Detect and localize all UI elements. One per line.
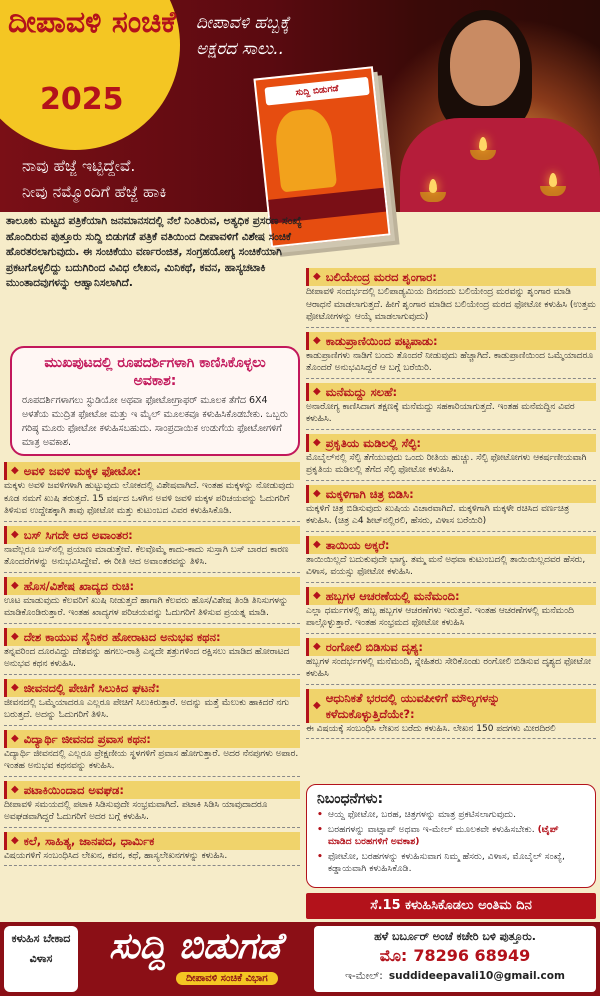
phone-number[interactable]: 78296 68949 [413, 946, 531, 965]
topic-title: ವಿದ್ಯಾರ್ಥಿ ಜೀವನದ ಪ್ರವಾಸ ಕಥನ: [23, 731, 151, 746]
rules-title: ನಿಬಂಧನೆಗಳು: [317, 791, 384, 807]
topic-title: ಬಲಿಯೇಂದ್ರ ಮರದ ಶೃಂಗಾರ: [325, 270, 437, 284]
topic-body: ಅನಾರೋಗ್ಯ ಕಾಣಿಸಿದಾಗ ತಕ್ಷಣಕ್ಕೆ ಮನೆಮದ್ದು ಸಹಕಾರಿಯಾಗುತ್ತದೆ. ಇಂತಹ ಮನೆಮದ್ದಿನ ವಿವರ ಕಳುಹಿಸಿ. [306, 401, 575, 424]
bullet-icon: ◆ [11, 783, 19, 795]
bullet-icon: ◆ [11, 465, 19, 476]
topic-body: ವಿಷಯಗಳಿಗೆ ಸಂಬಂಧಿಸಿದ ಲೇಖನ, ಕವನ, ಕಥೆ, ಹಾಸ್ಯಲೇಖನಗಳನ್ನು ಕಳುಹಿಸಿ. [4, 850, 228, 861]
topic-item [306, 434, 596, 481]
cover-model-box [10, 346, 300, 456]
topic-item [4, 526, 300, 573]
topic-title: ಕಾಡುಪ್ರಾಣಿಯಿಂದ ಪಟ್ಟಪಾಡು: [325, 333, 438, 348]
topic-title: ಬಸ್ ಸಿಗದೇ ಆದ ಅವಾಂತರ: [23, 527, 133, 542]
bullet-icon: ◆ [11, 579, 19, 591]
topic-body: ಎಲ್ಲಾ ಧರ್ಮಗಳಲ್ಲಿ ಹಬ್ಬ ಹಬ್ಬಗಳ ಆಚರಣೆಗಳು ಇರುತ್ತವೆ. ಇಂತಹ ಆಚರಣೆಗಳಲ್ಲಿ ಮನೆಮಂದಿ ಪಾಲ್ಗೊಳ್ಳುತ್ತಾರೆ. ಇಂತಹ ಸಂಭ್ರಮದ ಫೋಟೋ ಕಳುಹಿಸಿ [306, 605, 574, 628]
rule-item: • ಬರಹಗಳನ್ನು ವಾಟ್ಸಾಪ್ ಅಥವಾ ಇ-ಮೇಲ್ ಮೂಲಕವೇ ಕಳುಹಿಸಬೇಕು. (ಟೈಪ್ ಮಾಡಿದ ಬರಹಗಳಿಗೆ ಅವಕಾಶ) [317, 824, 585, 849]
topic-title: ದೇಶ ಕಾಯುವ ಸೈನಿಕರ ಹೋರಾಟದ ಅನುಭವ ಕಥನ: [23, 629, 221, 644]
topic-title: ಹೊಸ/ವಿಶೇಷ ಖಾದ್ಯದ ರುಚಿ: [23, 578, 135, 593]
topic-title: ತಾಯಿಯ ಅಕ್ಕರೆ: [325, 537, 390, 552]
bullet-icon: ◆ [11, 732, 19, 744]
footer [0, 922, 600, 996]
phone-line [322, 945, 588, 967]
bullet-icon: ◆ [313, 699, 321, 711]
bullet-icon: ◆ [11, 834, 19, 846]
topic-item [4, 628, 300, 675]
page-title: ದೀಪಾವಳಿ ಸಂಚಿಕೆ [8, 5, 176, 40]
topic-item [4, 730, 300, 777]
flame-icon [479, 137, 487, 151]
right-topics [306, 268, 596, 743]
topic-title: ಪಟಾಕಿಯಿಂದಾದ ಅವಘಡ: [23, 782, 124, 797]
topic-item [4, 832, 300, 867]
topic-body: ಊಟ ಮಾಡುವುದು ಕೆಲವರಿಗೆ ಖುಷಿ ನೀಡುತ್ತದೆ ಹಾಗಾಗಿ ಕೆಲವರು ಹೊಸ/ವಿಶೇಷ ತಿಂಡಿ ತಿನಿಸುಗಳನ್ನು ಮಾಡಿಕೊಂಡಿರುತ್ತಾರೆ. ಇಂತಹ ಖಾದ್ಯಗಳ ಪರಿಚಯವನ್ನು ಓದುಗರಿಗೆ ತಿಳಿಸುವ ಪ್ರಯತ್ನ ಮಾಡಿ. [4, 595, 289, 618]
topic-title: ಕಲೆ, ಸಾಹಿತ್ಯ, ಜಾನಪದ, ಧಾರ್ಮಿಕ [23, 833, 155, 848]
topic-item [306, 268, 596, 328]
bullet-icon: ◆ [11, 528, 19, 540]
woman-face [450, 20, 520, 106]
rules-box [306, 784, 596, 888]
topic-title: ಮಕ್ಕಳಿಗಾಗಿ ಚಿತ್ರ ಬಿಡಿಸಿ: [325, 486, 414, 501]
deadline-banner: ಸೆ.15 ಕಳುಹಿಸಿಕೊಡಲು ಅಂತಿಮ ದಿನ [306, 893, 596, 919]
bullet-icon: ◆ [313, 487, 321, 499]
topic-item [306, 332, 596, 379]
topic-title: ಮನೆಮದ್ದು ಸಲಹೆ: [325, 384, 398, 399]
rule-highlight: (ಟೈಪ್ ಮಾಡಿದ ಬರಹಗಳಿಗೆ ಅವಕಾಶ) [328, 823, 559, 847]
bullet-icon: ◆ [313, 385, 321, 397]
flame-icon [549, 173, 557, 187]
tagline: ದೀಪಾವಳಿ ಹಬ್ಬಕ್ಕೆ ಅಕ್ಷರದ ಸಾಲು.. [196, 13, 290, 59]
topic-item [306, 485, 596, 532]
topic-item [306, 536, 596, 583]
book-logo: ಸುದ್ದಿ ಬಿಡುಗಡೆ [264, 77, 369, 106]
book-cover-figure [273, 107, 337, 192]
send-address-label: ಕಳುಹಿಸ ಬೇಕಾದ ವಿಳಾಸ [4, 926, 78, 992]
topic-body: ಹಬ್ಬಗಳ ಸಂದರ್ಭಗಳಲ್ಲಿ ಮನೆಮಂದಿ, ಸ್ನೇಹಿತರು ಸೇರಿಕೊಂಡು ರಂಗೋಲಿ ಬಿಡಿಸುವ ದೃಶ್ಯದ ಫೋಟೋ ಕಳುಹಿಸಿ [306, 656, 592, 679]
topic-body: ಈ ವಿಷಯಕ್ಕೆ ಸಂಬಂಧಿಸಿ ಲೇಖನ ಬರೆದು ಕಳುಹಿಸಿ. ಲೇಖನ 150 ಪದಗಳು ಮೀರದಿರಲಿ [306, 723, 556, 734]
topic-item [306, 689, 596, 740]
topic-title: ಹಬ್ಬಗಳ ಆಚರಣೆಯಲ್ಲಿ ಮನೆಮಂದಿ: [325, 588, 460, 603]
rule-item: • ಫೋಟೋ, ಬರಹಗಳನ್ನು ಕಳುಹಿಸುವಾಗ ನಿಮ್ಮ ಹೆಸರು, ವಿಳಾಸ, ಮೊಬೈಲ್ ಸಂಖ್ಯೆ, ಕಡ್ಡಾಯವಾಗಿ ಕಳುಹಿಸಿಕೊಡಿ. [317, 851, 585, 876]
brand-logo: ಸುದ್ದಿ ಬಿಡುಗಡೆ [108, 926, 282, 967]
topic-body: ಮಕ್ಕಳಿಗೆ ಚಿತ್ರ ಬಿಡಿಸುವುದು ಖುಷಿಯ ವಿಚಾರವಾಗಿದೆ. ಮಕ್ಕಳಿಗಾಗಿ ಮಕ್ಕಳೇ ರಚಿಸಿದ ವರ್ಣಚಿತ್ರ ಕಳುಹಿಸಿ. (ಚಿತ್ರ ಎ4 ಶೀಟ್‌ನಲ್ಲಿರಲಿ, ಹೆಸರು, ವಿಳಾಸ ಬರೆಯಿರಿ) [306, 503, 570, 526]
topic-item [4, 679, 300, 726]
topic-body: ತಾಯಿಯಿಲ್ಲದೆ ಬದುಕುವುದೇ ಭಾಗ್ಯ. ತಮ್ಮ ಮನೆ ಅಥವಾ ಕುಟುಂಬದಲ್ಲಿ ತಾಯಿಯಿಲ್ಲದವರ ಹೆಸರು, ವಿಳಾಸ, ವಯಸ್ಸು ಫೋಟೋ ಕಳುಹಿಸಿ. [306, 554, 586, 577]
topic-item [4, 781, 300, 828]
title-year: 2025 [40, 82, 124, 117]
topic-item [306, 587, 596, 634]
bullet-icon: ◆ [11, 681, 19, 693]
topic-title: ಪ್ರಕೃತಿಯ ಮಡಿಲಲ್ಲಿ ಸೆಲ್ಫಿ: [325, 435, 421, 450]
topic-body: ದೀಪಾವಳಿ ಸಮಯದಲ್ಲಿ ಪಟಾಕಿ ಸಿಡಿಸುವುದೇ ಸಂಭ್ರಮವಾಗಿದೆ. ಪಟಾಕಿ ಸಿಡಿಸಿ ಯಾವುದಾದರೂ ಅವಘಡವಾಗಿದ್ದರೆ ಓದುಗರಿಗೆ ಅದರ ಬಗ್ಗೆ ಕಳುಹಿಸಿ. [4, 799, 268, 822]
topic-body: ಮೊಬೈಲ್‌ನಲ್ಲಿ ಸೆಲ್ಫಿ ತೆಗೆಯುವುದು ಒಂದು ರೀತಿಯ ಹುಚ್ಚು. ಸೆಲ್ಫಿ ಫೋಟೋಗಳು ಆಕರ್ಷಣೀಯವಾಗಿ ಪ್ರಕೃತಿಯ ಮಡಿಲಲ್ಲಿ ತೆಗೆದ ಸೆಲ್ಫಿ ಫೋಟೋ ಕಳುಹಿಸಿ. [306, 452, 587, 475]
topic-body: ದೀಪಾವಳಿ ಸಂದರ್ಭದಲ್ಲಿ ಬಲಿಪಾಡ್ಯಮಿಯ ದಿನದಂದು ಬಲಿಯೇಂದ್ರ ಮರವನ್ನು ಶೃಂಗಾರ ಮಾಡಿ ಆರಾಧನೆ ಮಾಡಲಾಗುತ್ತದೆ. ಹೀಗೆ ಶೃಂಗಾರ ಮಾಡಿದ ಬಲಿಯೇಂದ್ರ ಮರದ ಫೋಟೋ ಕಳುಹಿಸಿ (ಉತ್ತಮ ಫೋಟೋಗಳನ್ನು ಆಯ್ಕೆ ಮಾಡಲಾಗುವುದು) [306, 287, 596, 322]
rule-item: • ಆಯ್ದ ಫೋಟೋ, ಬರಹ, ಚಿತ್ರಗಳನ್ನು ಮಾತ್ರ ಪ್ರಕಟಿಸಲಾಗುವುದು. [317, 809, 585, 822]
bullet-icon: ◆ [313, 589, 321, 601]
topic-body: ಜೀವನದಲ್ಲಿ ಒಮ್ಮೆಯಾದರೂ ಎಲ್ಲರೂ ಪೇಚಿಗೆ ಸಿಲುಕಿರುತ್ತಾರೆ. ಅದನ್ನು ಮತ್ತೆ ಮೆಲುಕು ಹಾಕಿದರೆ ನಗು ಬರುತ್ತದೆ. ಅದನ್ನು ಓದುಗರಿಗೆ ತಿಳಿಸಿ. [4, 697, 290, 720]
bullet-icon: ◆ [11, 630, 19, 642]
topic-body: ತನ್ನವರಿಂದ ದೂರವಿದ್ದು ದೇಶವನ್ನು ಹಗಲು-ರಾತ್ರಿ ಎನ್ನದೇ ಶತ್ರುಗಳಿಂದ ರಕ್ಷಿಸಲು ಮಾಡಿದ ಹೋರಾಟದ ಅನುಭವ ಕಥನ ಕಳುಹಿಸಿ. [4, 646, 290, 669]
topic-title: ಅವಳಿ ಜವಳಿ ಮಕ್ಕಳ ಫೋಟೋ: [23, 464, 142, 478]
brand-subtitle: ದೀಪಾವಳಿ ಸಂಚಿಕೆ ವಿಭಾಗ [176, 972, 278, 985]
topic-body: ಕಾಡುಪ್ರಾಣಿಗಳು ನಾಡಿಗೆ ಬಂದು ತೊಂದರೆ ನೀಡುವುದು ಹೆಚ್ಚಾಗಿದೆ. ಕಾಡುಪ್ರಾಣಿಯಿಂದ ಒಮ್ಮೆಯಾದರೂ ತೊಂದರೆ ಅನುಭವಿಸಿದ್ದರೆ ಆ ಬಗ್ಗೆ ಬರೆಯಿರಿ. [306, 350, 594, 373]
cover-model-title: ಮುಖಪುಟದಲ್ಲಿ ರೂಪದರ್ಶಿಗಳಾಗಿ ಕಾಣಿಸಿಕೊಳ್ಳಲು ಅವಕಾಶ: [44, 355, 266, 389]
slogan-line-1: ನಾವು ಹೆಜ್ಜೆ ಇಟ್ಟಿದ್ದೇವೆ. [22, 157, 136, 175]
email-line [322, 967, 588, 985]
topic-title: ಜೀವನದಲ್ಲಿ ಪೇಚಿಗೆ ಸಿಲುಕಿದ ಘಟನೆ: [23, 680, 160, 695]
phone-label: ಮೊ: [379, 946, 408, 965]
bullet-icon: ◆ [313, 538, 321, 550]
email-address[interactable]: suddideepavali10@gmail.com [388, 970, 565, 982]
contact-box [314, 926, 596, 992]
topic-title: ಆಧುನಿಕತೆ ಭರದಲ್ಲಿ ಯುವಪೀಳಿಗೆ ಮೌಲ್ಯಗಳನ್ನು ಕಳೆದುಕೊಳ್ಳುತ್ತಿದೆಯೇ?: [325, 690, 500, 721]
topic-title: ರಂಗೋಲಿ ಬಿಡಿಸುವ ದೃಶ್ಯ: [325, 639, 423, 654]
topic-body: ವಿದ್ಯಾರ್ಥಿ ಜೀವನದಲ್ಲಿ ಎಲ್ಲರೂ ಪ್ರೇಕ್ಷಣೀಯ ಸ್ಥಳಗಳಿಗೆ ಪ್ರವಾಸ ಹೋಗುತ್ತಾರೆ. ಅದರ ನೆನಪುಗಳು ಅಪಾರ. ಇಂತಹ ಅನುಭವ ಕಥನವನ್ನು ಕಳುಹಿಸಿ. [4, 748, 299, 771]
bullet-icon: ◆ [313, 334, 321, 346]
topic-body: ಮಕ್ಕಳು ಅವಳಿ ಜವಳಿಗಳಾಗಿ ಹುಟ್ಟುವುದು ಲೋಕದಲ್ಲಿ ವಿಶೇಷವಾಗಿದೆ. ಇಂತಹ ಮಕ್ಕಳನ್ನು ನೋಡುವುದು ಕೂಡ ನಮಗೆ ಖುಷಿ ತರುತ್ತದೆ. 15 ವರ್ಷದ ಒಳಗಿನ ಅವಳಿ ಜವಳಿ ಮಕ್ಕಳ ಪರಿಚಯವನ್ನು ಓದುಗರಿಗೆ ತಿಳಿಸುವ ಉದ್ದೇಶಕ್ಕಾಗಿ ತಾವು ಫೋಟೋ ಮತ್ತು ಕುಟುಂಬದ ವಿವರ ಕಳುಹಿಸಿಕೊಡಿ. [4, 481, 295, 516]
cover-model-body: ರೂಪದರ್ಶಿಗಳಾಗಲು ಸ್ಟುಡಿಯೋ ಅಥವಾ ಫೋಟೋಗ್ರಾಫರ್ ಮೂಲಕ ತೆಗೆದ 6X4 ಅಳತೆಯ ಮುದ್ರಿತ ಫೋಟೋ ಮತ್ತು ಇ ಮೈಲ್ ಮೂಲಕವೂ ಕಳುಹಿಸಿಕೊಡಬೇಕು. ಒಬ್ಬರು ಗರಿಷ್ಠ ಮೂರು ಫೋಟೋ ಕಳುಹಿಸಬಹುದು. ಸಾಂಪ್ರದಾಯಿಕ ಉಡುಗೆಯ ಫೋಟೋಗಳಿಗೆ ಮಾತ್ರ ಅವಕಾಶ. [22, 395, 288, 448]
email-label: ಇ-ಮೇಲ್: [345, 970, 383, 982]
rules-list [317, 809, 585, 876]
bullet-icon: ◆ [313, 640, 321, 652]
topic-item [306, 383, 596, 430]
topic-item [306, 638, 596, 685]
topic-item [4, 462, 300, 522]
postal-address: ಹಳೆ ಬರ್ಬೂರ್ ಅಂಚೆ ಕಚೇರಿ ಬಳಿ ಪುತ್ತೂರು. [374, 930, 536, 943]
bullet-icon: ◆ [313, 271, 321, 282]
flame-icon [429, 179, 437, 193]
topic-item [4, 577, 300, 624]
left-topics [4, 462, 300, 870]
intro-text: ತಾಲೂಕು ಮಟ್ಟದ ಪತ್ರಿಕೆಯಾಗಿ ಜನಮಾನಸದಲ್ಲಿ ನೆಲೆ ನಿಂತಿರುವ, ಅತ್ಯಧಿಕ ಪ್ರಸರಣ ಸಂಖ್ಯೆ ಹೊಂದಿರುವ ಪುತ್ತೂರು ಸುದ್ದಿ ಬಿಡುಗಡೆ ಪತ್ರಿಕೆ ವತಿಯಿಂದ ದೀಪಾವಳಿಗೆ ವಿಶೇಷ ಸಂಚಿಕೆ ಹೊರತರಲಾಗುವುದು. ಈ ಸಂಚಿಕೆಯು ವರ್ಣರಂಜಿತ, ಸಂಗ್ರಹಯೋಗ್ಯ ಸಂಚಿಕೆಯಾಗಿ ಪ್ರಕಟಗೊಳ್ಳಲಿದ್ದು ಬದುಗಿರಿಂದ ವಿವಿಧ ಲೇಖನ, ಮಿನಿಕಥೆ, ಕವನ, ಹಾಸ್ಯಚಟಾಕಿ ಮುಂತಾದವುಗಳನ್ನು ಆಹ್ವಾನಿಸಲಾಗಿದೆ. [6, 215, 302, 289]
topic-body: ನಾವೆಲ್ಲರೂ ಬಸ್‌ನಲ್ಲಿ ಪ್ರಯಾಣ ಮಾಡುತ್ತೇವೆ. ಕೆಲವೊಮ್ಮೆ ಕಾದು-ಕಾದು ಸುಸ್ತಾಗಿ ಬಸ್ ಬಾರದ ಕಾರಣ ತೊಂದರೆಗಳನ್ನು ಅನುಭವಿಸಿದ್ದೇವೆ. ಈ ರೀತಿ ಆದ ಅವಾಂತರವನ್ನು ತಿಳಿಸಿ. [4, 544, 289, 567]
slogan-line-2: ನೀವು ನಮ್ಮೊಂದಿಗೆ ಹೆಜ್ಜೆ ಹಾಕಿ [22, 183, 167, 201]
bullet-icon: ◆ [313, 436, 321, 448]
